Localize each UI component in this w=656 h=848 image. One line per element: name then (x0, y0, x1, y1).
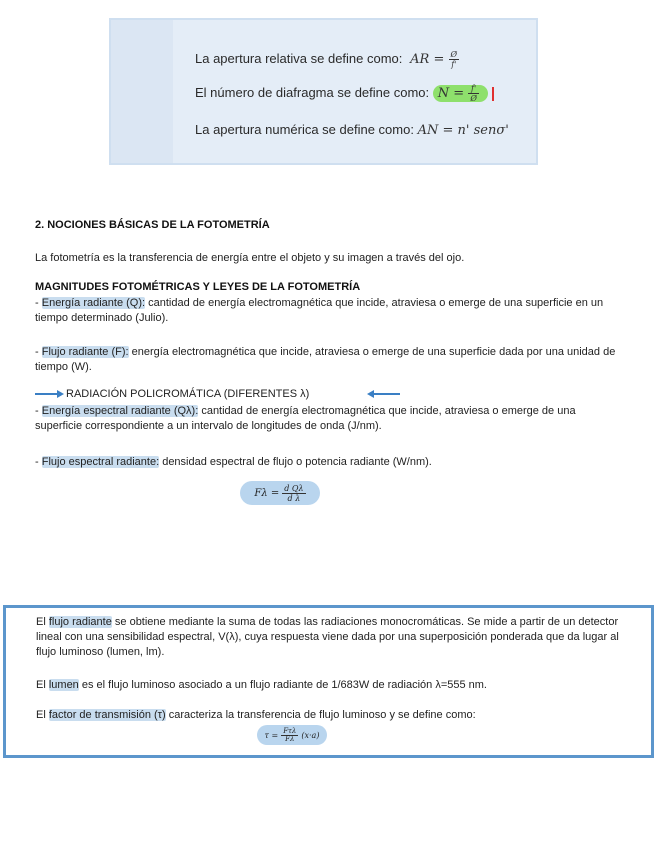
numerical-aperture-formula: AN = n' senσ' (417, 123, 509, 138)
flujo-espectral-term: Flujo espectral radiante: (41, 456, 160, 468)
section-title: 2. NOCIONES BÁSICAS DE LA FOTOMETRÍA (35, 219, 270, 231)
fraction-denominator: f' (451, 60, 457, 69)
f-number-formula (433, 85, 488, 102)
policromatic-label-text: RADIACIÓN POLICROMÁTICA (DIFERENTES λ) (66, 388, 310, 400)
lumen-text: es el flujo luminoso asociado a un flujo radiante de 1/683W de radiación λ=555 nm. (78, 679, 487, 691)
arrow-left-line (374, 393, 400, 395)
numerical-aperture-text: La apertura numérica se define como: (195, 122, 414, 137)
flujo-radiante-text: energía electromagnética que incide, atraviesa o emerge de una superficie dada por una unidad de tiempo (W). (35, 346, 616, 373)
transmission-formula (257, 725, 327, 745)
formula-lhs: τ = (264, 730, 279, 740)
policromatic-label (66, 387, 309, 402)
box-side-band (111, 20, 173, 163)
fraction-numerator: Fτλ (283, 726, 297, 735)
energia-espectral-text: cantidad de energía electromagnética que incide, atraviesa o emerge de una superficie correspondiente a un intervalo de longitudes de onda (J/nm). (35, 405, 576, 432)
arrow-right-line (35, 393, 57, 395)
intro-text: La fotometría es la transferencia de energía entre el objeto y su imagen a través del ojo. (35, 252, 465, 264)
fraction-numerator: Ø (450, 50, 458, 59)
flujo-radiante-note-text: se obtiene mediante la suma de todas las radiaciones monocromáticas. Se mide a partir de un detector lineal con una sensibilidad espectral, V(λ), cuya respuesta viene dada por una superposición ponderada que da lugar al flujo luminoso (lumen, lm). (36, 616, 619, 658)
formula-rhs: (x·a) (301, 730, 320, 740)
energia-espectral-term: Energía espectral radiante (Qλ): (41, 405, 199, 417)
lumen-term: lumen (48, 679, 79, 691)
energia-espectral-paragraph (35, 404, 625, 434)
fraction-numerator: d Qλ (284, 483, 304, 493)
fraction (281, 728, 298, 743)
arrow-left-icon (367, 390, 374, 398)
f-number-text: El número de diafragma se define como: (195, 85, 430, 100)
flujo-espectral-text: densidad espectral de flujo o potencia radiante (W/nm). (159, 456, 432, 468)
note-prefix: El (36, 709, 49, 721)
fraction-denominator: d λ (287, 493, 301, 503)
formula-lhs: Fλ = (254, 487, 280, 499)
intro-paragraph (35, 251, 625, 266)
spectral-flux-formula (240, 481, 320, 505)
formula-lhs: N = (437, 86, 465, 101)
definitions-box (109, 18, 538, 165)
formula-lhs: AR = (410, 52, 445, 67)
flujo-radiante-term: Flujo radiante (F): (41, 346, 129, 358)
fraction (468, 84, 479, 103)
relative-aperture-formula (406, 52, 459, 67)
bullet-dash: - (35, 297, 42, 309)
relative-aperture-text: La apertura relativa se define como: (195, 51, 403, 66)
transmission-note (36, 708, 636, 723)
relative-aperture-definition (195, 50, 459, 69)
transmission-factor-term: factor de transmisión (τ) (48, 709, 166, 721)
note-prefix: El (36, 616, 49, 628)
fraction-numerator: f' (468, 84, 479, 94)
arrow-right-icon (57, 390, 64, 398)
fraction (282, 484, 305, 503)
flujo-radiante-paragraph (35, 345, 625, 375)
fraction-denominator: Ø (470, 94, 477, 103)
energia-radiante-term: Energía radiante (Q): (41, 297, 146, 309)
bullet-dash: - (35, 456, 42, 468)
flujo-radiante-note-term: flujo radiante (48, 616, 112, 628)
bullet-dash: - (35, 405, 42, 417)
energia-radiante-paragraph (35, 296, 625, 326)
note-prefix: El (36, 679, 49, 691)
fraction-denominator: Fλ (285, 734, 295, 743)
text-cursor (492, 87, 494, 101)
section-subtitle: MAGNITUDES FOTOMÉTRICAS Y LEYES DE LA FOTOMETRÍA (35, 281, 361, 293)
energia-radiante-text: cantidad de energía electromagnética que incide, atraviesa o emerge de una superficie en un tiempo determinado (Julio). (35, 297, 604, 324)
transmission-text: caracteriza la transferencia de flujo luminoso y se define como: (165, 709, 476, 721)
flujo-radiante-note (36, 615, 636, 660)
f-number-definition (195, 84, 494, 103)
numerical-aperture-definition (195, 122, 509, 138)
flujo-espectral-paragraph (35, 455, 625, 470)
flux-notes-box (3, 605, 654, 758)
bullet-dash: - (35, 346, 42, 358)
fraction (449, 50, 460, 69)
lumen-note (36, 678, 636, 693)
